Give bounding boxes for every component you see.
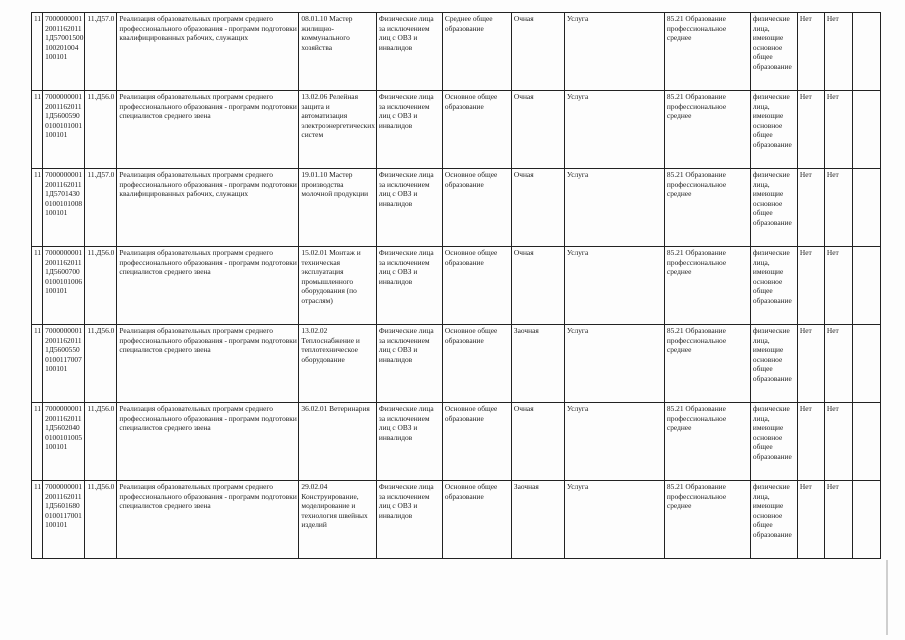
service-type: Услуга [564,481,664,559]
table-row [32,91,881,169]
registry-code: 7000000001 2001162011 1Д5600590 0100101001 100101 [43,91,85,169]
qualification: 19.01.10 Мастер производства молочной продукции [299,169,377,247]
study-form: Очная [511,169,564,247]
registry-code: 7000000001 2001162011 1Д5600700 0100101006 100101 [43,247,85,325]
education-base: Основное общее образование [442,481,511,559]
flag-2: Нет [824,91,852,169]
empty-cell [852,247,880,325]
consumer-category: Физические лица за исключением лиц с ОВЗ и инвалидов [376,481,442,559]
spec-code: 11.Д57.0 [85,13,117,91]
education-base: Основное общее образование [442,169,511,247]
service-type: Услуга [564,13,664,91]
table-row [32,403,881,481]
row-number: 11 [32,481,43,559]
qualification: 08.01.10 Мастер жилищно-коммунального хозяйства [299,13,377,91]
spec-code: 11.Д56.0 [85,91,117,169]
spec-code: 11.Д56.0 [85,403,117,481]
flag-2: Нет [824,247,852,325]
education-base: Основное общее образование [442,247,511,325]
study-form: Очная [511,13,564,91]
flag-1: Нет [797,13,824,91]
recipients: физические лица, имеющие основное общее образование [750,481,797,559]
spec-code: 11.Д56.0 [85,247,117,325]
flag-2: Нет [824,403,852,481]
consumer-category: Физические лица за исключением лиц с ОВЗ и инвалидов [376,91,442,169]
service-type: Услуга [564,403,664,481]
flag-1: Нет [797,169,824,247]
okved-code: 85.21 Образование профессиональное среднее [664,13,750,91]
study-form: Заочная [511,325,564,403]
program-name: Реализация образовательных программ среднего профессионального образования - программ подготовки специалистов среднего звена [117,403,299,481]
registry-code: 7000000001 2001162011 1Д5600550 0100117007 100101 [43,325,85,403]
program-name: Реализация образовательных программ среднего профессионального образования - программ подготовки специалистов среднего звена [117,325,299,403]
empty-cell [852,91,880,169]
spec-code: 11.Д56.0 [85,325,117,403]
study-form: Очная [511,91,564,169]
study-form: Заочная [511,481,564,559]
flag-1: Нет [797,403,824,481]
consumer-category: Физические лица за исключением лиц с ОВЗ и инвалидов [376,169,442,247]
okved-code: 85.21 Образование профессиональное среднее [664,169,750,247]
empty-cell [852,403,880,481]
empty-cell [852,13,880,91]
registry-code: 7000000001 2001162011 1Д57001500 100201004 100101 [43,13,85,91]
consumer-category: Физические лица за исключением лиц с ОВЗ и инвалидов [376,13,442,91]
row-number: 11 [32,247,43,325]
okved-code: 85.21 Образование профессиональное среднее [664,325,750,403]
row-number: 11 [32,169,43,247]
consumer-category: Физические лица за исключением лиц с ОВЗ и инвалидов [376,403,442,481]
flag-1: Нет [797,481,824,559]
empty-cell [852,481,880,559]
okved-code: 85.21 Образование профессиональное среднее [664,247,750,325]
flag-1: Нет [797,247,824,325]
qualification: 13.02.02 Теплоснабжение и теплотехническое оборудование [299,325,377,403]
okved-code: 85.21 Образование профессиональное среднее [664,403,750,481]
recipients: физические лица, имеющие основное общее образование [750,403,797,481]
flag-1: Нет [797,325,824,403]
registry-code: 7000000001 2001162011 1Д5601680 0100117001 100101 [43,481,85,559]
empty-cell [852,325,880,403]
qualification: 29.02.04 Конструирование, моделирование и технология швейных изделий [299,481,377,559]
empty-cell [852,169,880,247]
table-row [32,13,881,91]
row-number: 11 [32,403,43,481]
recipients: физические лица, имеющие основное общее образование [750,169,797,247]
recipients: физические лица, имеющие основное общее образование [750,325,797,403]
scan-edge-mark [886,560,888,635]
recipients: физические лица, имеющие основное общее образование [750,91,797,169]
table-row [32,481,881,559]
qualification: 15.02.01 Монтаж и техническая эксплуатация промышленного оборудования (по отраслям) [299,247,377,325]
spec-code: 11.Д56.0 [85,481,117,559]
service-type: Услуга [564,91,664,169]
service-type: Услуга [564,169,664,247]
table-row [32,325,881,403]
services-register-table [31,12,881,559]
flag-2: Нет [824,169,852,247]
study-form: Очная [511,247,564,325]
education-base: Основное общее образование [442,91,511,169]
program-name: Реализация образовательных программ среднего профессионального образования - программ подготовки специалистов среднего звена [117,247,299,325]
program-name: Реализация образовательных программ среднего профессионального образования - программ подготовки квалифицированных рабочих, служащих [117,169,299,247]
flag-2: Нет [824,13,852,91]
okved-code: 85.21 Образование профессиональное среднее [664,91,750,169]
education-base: Основное общее образование [442,325,511,403]
education-base: Среднее общее образование [442,13,511,91]
service-type: Услуга [564,247,664,325]
table-row [32,247,881,325]
education-base: Основное общее образование [442,403,511,481]
program-name: Реализация образовательных программ среднего профессионального образования - программ подготовки специалистов среднего звена [117,91,299,169]
qualification: 36.02.01 Ветеринария [299,403,377,481]
table-row [32,169,881,247]
recipients: физические лица, имеющие основное общее образование [750,13,797,91]
spec-code: 11.Д57.0 [85,169,117,247]
consumer-category: Физические лица за исключением лиц с ОВЗ и инвалидов [376,325,442,403]
row-number: 11 [32,325,43,403]
study-form: Очная [511,403,564,481]
flag-2: Нет [824,325,852,403]
flag-1: Нет [797,91,824,169]
row-number: 11 [32,91,43,169]
qualification: 13.02.06 Релейная защита и автоматизация электроэнергетических систем [299,91,377,169]
registry-code: 7000000001 2001162011 1Д5602040 0100101005 100101 [43,403,85,481]
program-name: Реализация образовательных программ среднего профессионального образования - программ подготовки специалистов среднего звена [117,481,299,559]
service-type: Услуга [564,325,664,403]
program-name: Реализация образовательных программ среднего профессионального образования - программ подготовки квалифицированных рабочих, служащих [117,13,299,91]
flag-2: Нет [824,481,852,559]
okved-code: 85.21 Образование профессиональное среднее [664,481,750,559]
recipients: физические лица, имеющие основное общее образование [750,247,797,325]
row-number: 11 [32,13,43,91]
consumer-category: Физические лица за исключением лиц с ОВЗ и инвалидов [376,247,442,325]
registry-code: 7000000001 2001162011 1Д5701430 0100101008 100101 [43,169,85,247]
